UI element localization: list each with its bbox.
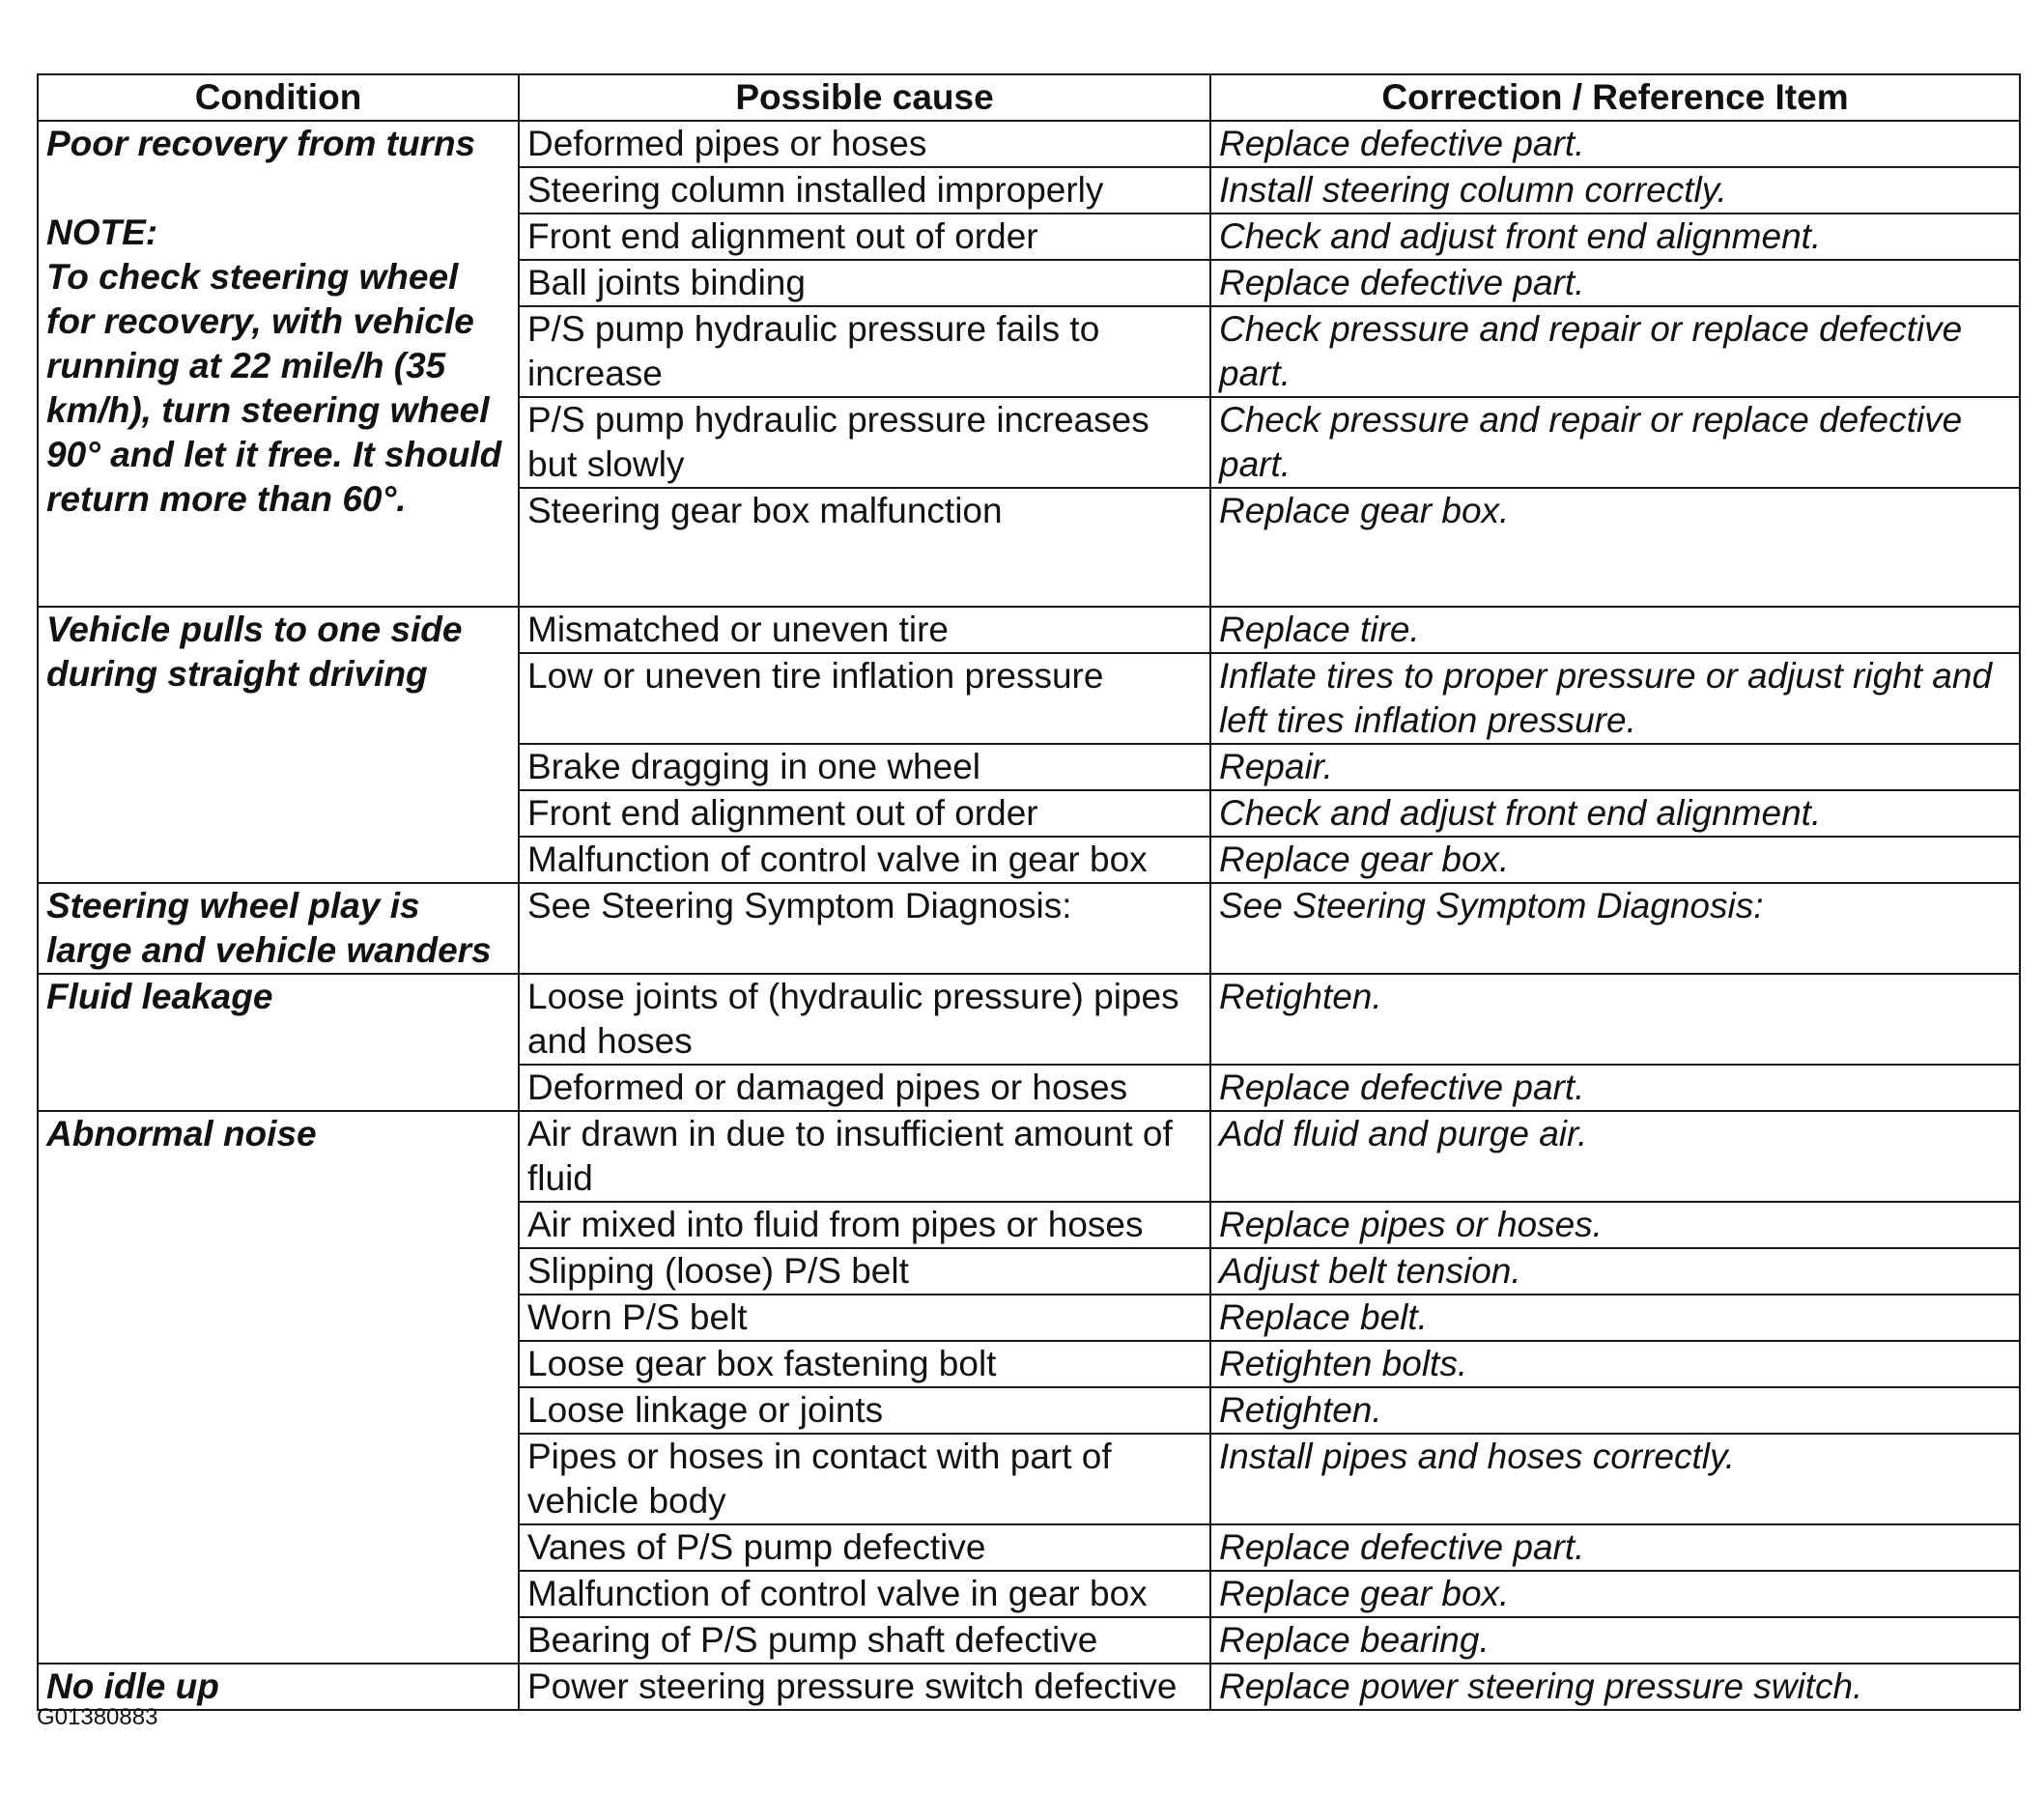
possible-cause-cell: Steering gear box malfunction bbox=[519, 488, 1210, 607]
possible-cause-cell: Mismatched or uneven tire bbox=[519, 607, 1210, 653]
condition-cell: Abnormal noise bbox=[38, 1111, 519, 1664]
possible-cause-cell: Front end alignment out of order bbox=[519, 790, 1210, 837]
possible-cause-cell: P/S pump hydraulic pressure increases but slowly bbox=[519, 397, 1210, 488]
possible-cause-cell: Malfunction of control valve in gear box bbox=[519, 837, 1210, 883]
possible-cause-cell: Deformed pipes or hoses bbox=[519, 121, 1210, 167]
diagnosis-table bbox=[37, 73, 2021, 1711]
possible-cause-cell: Malfunction of control valve in gear box bbox=[519, 1571, 1210, 1617]
possible-cause-cell: Vanes of P/S pump defective bbox=[519, 1524, 1210, 1571]
correction-cell: Check pressure and repair or replace defective part. bbox=[1210, 306, 2020, 397]
condition-cell: Steering wheel play is large and vehicle wanders bbox=[38, 883, 519, 974]
possible-cause-cell: Ball joints binding bbox=[519, 260, 1210, 306]
possible-cause-cell: Loose linkage or joints bbox=[519, 1387, 1210, 1434]
possible-cause-cell: Deformed or damaged pipes or hoses bbox=[519, 1065, 1210, 1111]
possible-cause-cell: Worn P/S belt bbox=[519, 1295, 1210, 1341]
correction-cell: Check pressure and repair or replace defective part. bbox=[1210, 397, 2020, 488]
correction-cell: Replace defective part. bbox=[1210, 1065, 2020, 1111]
correction-cell: Replace tire. bbox=[1210, 607, 2020, 653]
correction-cell: Replace gear box. bbox=[1210, 1571, 2020, 1617]
correction-cell: Replace defective part. bbox=[1210, 121, 2020, 167]
condition-cell: Poor recovery from turns NOTE: To check steering wheel for recovery, with vehicle running at 22 mile/h (35 km/h), turn steering wheel 90° and let it free. It should return more than 60°. bbox=[38, 121, 519, 607]
figure-id: G01380883 bbox=[37, 1704, 158, 1730]
correction-cell: Replace defective part. bbox=[1210, 1524, 2020, 1571]
possible-cause-cell: Air drawn in due to insufficient amount of fluid bbox=[519, 1111, 1210, 1202]
correction-cell: Inflate tires to proper pressure or adjust right and left tires inflation pressure. bbox=[1210, 653, 2020, 744]
table-row bbox=[38, 1664, 2020, 1710]
possible-cause-cell: See Steering Symptom Diagnosis: bbox=[519, 883, 1210, 974]
header-correction: Correction / Reference Item bbox=[1210, 74, 2020, 121]
correction-cell: Install pipes and hoses correctly. bbox=[1210, 1434, 2020, 1524]
possible-cause-cell: Bearing of P/S pump shaft defective bbox=[519, 1617, 1210, 1664]
table-row bbox=[38, 121, 2020, 167]
possible-cause-cell: Loose gear box fastening bolt bbox=[519, 1341, 1210, 1387]
possible-cause-cell: Low or uneven tire inflation pressure bbox=[519, 653, 1210, 744]
correction-cell: Replace belt. bbox=[1210, 1295, 2020, 1341]
correction-cell: Check and adjust front end alignment. bbox=[1210, 790, 2020, 837]
possible-cause-cell: Front end alignment out of order bbox=[519, 213, 1210, 260]
possible-cause-cell: Power steering pressure switch defective bbox=[519, 1664, 1210, 1710]
correction-cell: Retighten. bbox=[1210, 1387, 2020, 1434]
correction-cell: Replace power steering pressure switch. bbox=[1210, 1664, 2020, 1710]
correction-cell: Retighten bolts. bbox=[1210, 1341, 2020, 1387]
possible-cause-cell: P/S pump hydraulic pressure fails to increase bbox=[519, 306, 1210, 397]
correction-cell: Replace bearing. bbox=[1210, 1617, 2020, 1664]
correction-cell: Repair. bbox=[1210, 744, 2020, 790]
header-condition: Condition bbox=[38, 74, 519, 121]
possible-cause-cell: Slipping (loose) P/S belt bbox=[519, 1248, 1210, 1295]
correction-cell: Replace pipes or hoses. bbox=[1210, 1202, 2020, 1248]
condition-cell: No idle up bbox=[38, 1664, 519, 1710]
condition-cell: Vehicle pulls to one side during straight driving bbox=[38, 607, 519, 883]
correction-cell: Adjust belt tension. bbox=[1210, 1248, 2020, 1295]
possible-cause-cell: Air mixed into fluid from pipes or hoses bbox=[519, 1202, 1210, 1248]
diagnosis-table-body bbox=[38, 121, 2020, 1710]
possible-cause-cell: Brake dragging in one wheel bbox=[519, 744, 1210, 790]
condition-cell: Fluid leakage bbox=[38, 974, 519, 1111]
correction-cell: Check and adjust front end alignment. bbox=[1210, 213, 2020, 260]
correction-cell: Replace gear box. bbox=[1210, 837, 2020, 883]
table-row bbox=[38, 883, 2020, 974]
header-possible-cause: Possible cause bbox=[519, 74, 1210, 121]
correction-cell: Retighten. bbox=[1210, 974, 2020, 1065]
table-row bbox=[38, 607, 2020, 653]
correction-cell: Add fluid and purge air. bbox=[1210, 1111, 2020, 1202]
correction-cell: See Steering Symptom Diagnosis: bbox=[1210, 883, 2020, 974]
header-row bbox=[38, 74, 2020, 121]
possible-cause-cell: Loose joints of (hydraulic pressure) pipes and hoses bbox=[519, 974, 1210, 1065]
correction-cell: Install steering column correctly. bbox=[1210, 167, 2020, 213]
possible-cause-cell: Steering column installed improperly bbox=[519, 167, 1210, 213]
table-row bbox=[38, 1111, 2020, 1202]
correction-cell: Replace defective part. bbox=[1210, 260, 2020, 306]
possible-cause-cell: Pipes or hoses in contact with part of vehicle body bbox=[519, 1434, 1210, 1524]
correction-cell: Replace gear box. bbox=[1210, 488, 2020, 607]
table-row bbox=[38, 974, 2020, 1065]
